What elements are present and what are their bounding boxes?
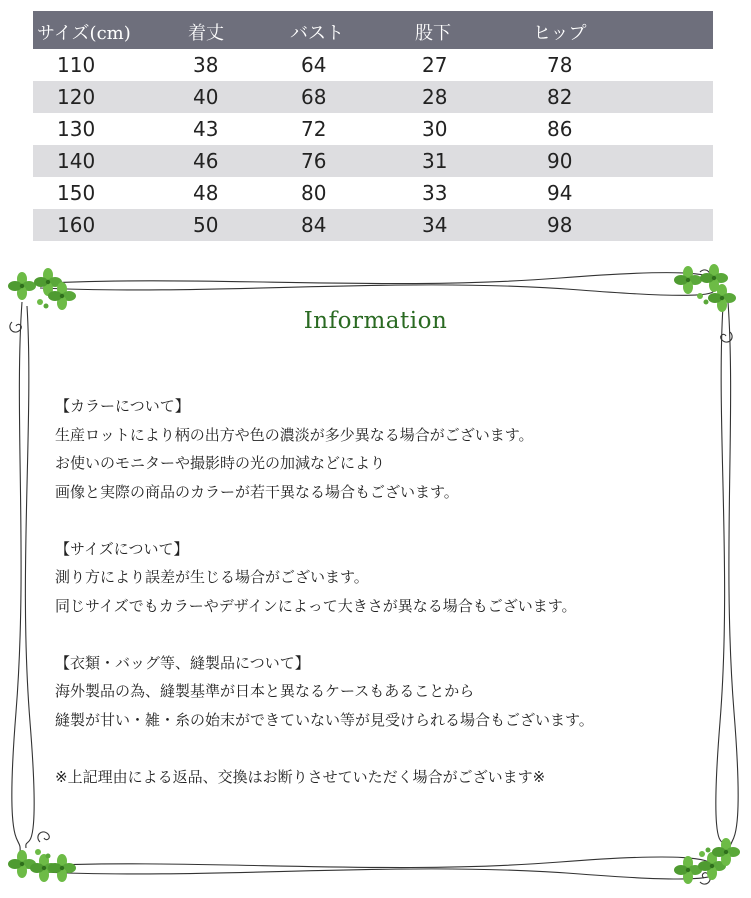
cell-bust: 84 (301, 213, 327, 237)
cell-size: 110 (57, 53, 96, 77)
size-line: 同じサイズでもカラーやデザインによって大きさが異なる場合もございます。 (55, 596, 577, 615)
sewing-line: 縫製が甘い・雑・糸の始末ができていない等が見受けられる場合もございます。 (55, 710, 594, 729)
cell-hip: 90 (547, 149, 573, 173)
color-line: お使いのモニターや撮影時の光の加減などにより (55, 454, 386, 472)
table-row (33, 49, 713, 81)
cell-inseam: 28 (422, 85, 448, 109)
cell-hip: 86 (547, 117, 573, 141)
cell-size: 130 (57, 117, 96, 141)
cell-hip: 82 (547, 85, 573, 109)
sewing-heading: 【衣類・バッグ等、縫製品について】 (55, 653, 310, 672)
cell-bust: 80 (301, 181, 327, 205)
cell-bust: 64 (301, 53, 327, 77)
cell-length: 40 (193, 85, 219, 109)
cell-length: 50 (193, 213, 219, 237)
cell-length: 46 (193, 149, 219, 173)
cell-size: 150 (57, 181, 96, 205)
header-hip: ヒップ (533, 23, 587, 44)
color-line: 生産ロットにより柄の出方や色の濃淡が多少異なる場合がございます。 (55, 425, 534, 444)
table-row (33, 113, 713, 145)
cell-hip: 78 (547, 53, 573, 77)
cell-length: 48 (193, 181, 219, 205)
table-row (33, 145, 713, 177)
cell-inseam: 33 (422, 181, 448, 205)
cell-hip: 94 (547, 181, 573, 205)
table-row (33, 81, 713, 113)
cell-length: 38 (193, 53, 219, 77)
sewing-line: 海外製品の為、縫製基準が日本と異なるケースもあることから (55, 682, 475, 700)
color-heading: 【カラーについて】 (55, 397, 190, 415)
information-title: Information (303, 308, 448, 334)
color-line: 画像と実際の商品のカラーが若干異なる場合もございます。 (55, 482, 459, 501)
returns-note: ※上記理由による返品、交換はお断りさせていただく場合がございます※ (55, 767, 546, 786)
size-table (33, 11, 713, 241)
size-line: 測り方により誤差が生じる場合がございます。 (55, 568, 369, 586)
table-row (33, 209, 713, 241)
information-body (55, 392, 695, 791)
cell-size: 160 (57, 213, 96, 237)
cell-bust: 72 (301, 117, 327, 141)
cell-bust: 76 (301, 149, 327, 173)
cell-inseam: 31 (422, 149, 448, 173)
cell-hip: 98 (547, 213, 573, 237)
cell-bust: 68 (301, 85, 327, 109)
cell-size: 120 (57, 85, 96, 109)
table-row (33, 177, 713, 209)
cell-inseam: 34 (422, 213, 448, 237)
header-inseam: 股下 (415, 23, 451, 44)
size-heading: 【サイズについて】 (55, 539, 189, 558)
cell-inseam: 27 (422, 53, 448, 77)
size-table-header (33, 11, 713, 49)
cell-length: 43 (193, 117, 219, 141)
header-size: サイズ(cm) (37, 23, 131, 44)
header-bust: バスト (290, 23, 344, 44)
header-length: 着丈 (188, 23, 224, 44)
cell-inseam: 30 (422, 117, 448, 141)
cell-size: 140 (57, 149, 96, 173)
